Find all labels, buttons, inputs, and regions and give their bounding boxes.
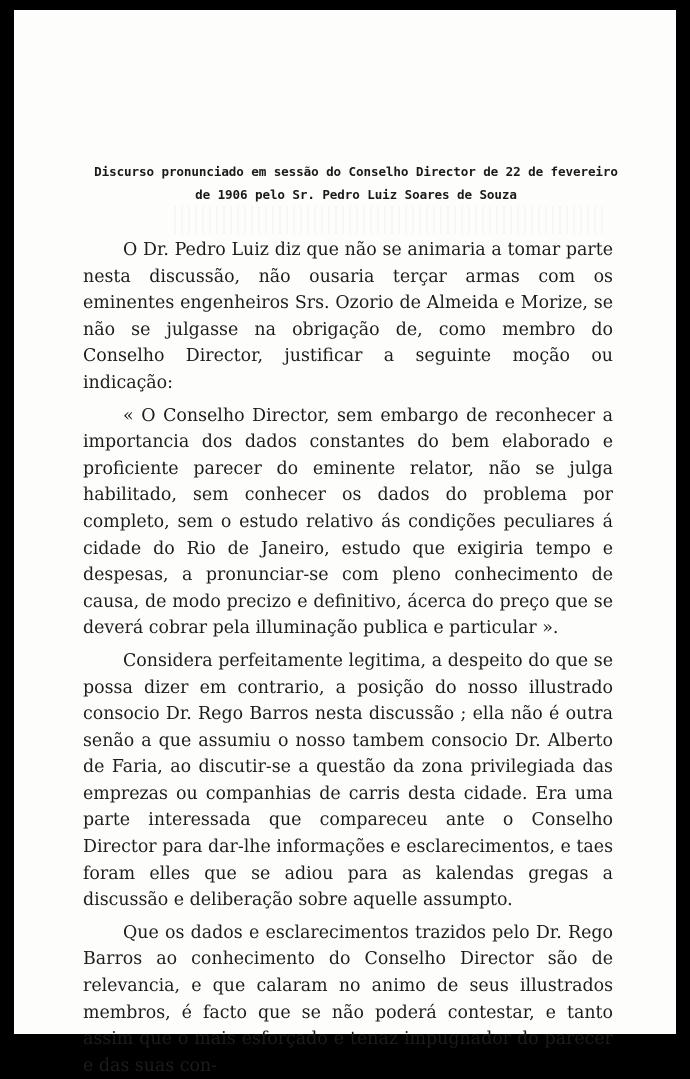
document-page xyxy=(14,10,676,1076)
paragraph-motion: « O Conselho Director, sem embargo de reconhecer a importancia dos dados constantes do bem elaborado e proficiente parecer do eminente relator, não se julga habilitado, sem conhecer os dados do problema por completo, sem o estudo relativo ás condições peculiares á cidade do Rio de Janeiro, estudo que exigiria tempo e despesas, a pronunciar-se com pleno conhecimento de causa, de modo precizo e definitivo, ácerca do preço que se deverá cobrar pela illuminação publica e particular ». xyxy=(83,405,613,639)
paragraph-consideration: Considera perfeitamente legitima, a despeito do que se possa dizer em contrario, a posição do nosso illustrado consocio Dr. Rego Barros nesta discussão ; ella não é outra senão a que assumiu o nosso tambem consocio Dr. Alberto de Faria, ao discutir-se a questão da zona privilegiada das emprezas ou companhias de carris desta cidade. Era uma parte interessada que compareceu ante o Conselho Director para dar-lhe informações e esclarecimentos, e taes foram elles que se adiou para as kalendas gregas a discussão e deliberação sobre aquelle assumpto. xyxy=(83,650,613,911)
heading-line-1: Discurso pronunciado em sessão do Conselho Director de 22 de fevereiro xyxy=(94,164,618,179)
paragraph-intro: O Dr. Pedro Luiz diz que não se animaria a tomar parte nesta discussão, não ousaria terçar armas com os eminentes engenheiros Srs. Ozorio de Almeida e Morize, se não se julgasse na obrigação de, como membro do Conselho Director, justificar a seguinte moção ou indicação: xyxy=(83,240,613,393)
heading-line-2: de 1906 pelo Sr. Pedro Luiz Soares de Souza xyxy=(195,187,517,202)
paragraph-relevance: Que os dados e esclarecimentos trazidos pelo Dr. Rego Barros ao conhecimento do Conselho Director são de relevancia, e que calaram no animo de seus illustrados membros, é facto que se não poderá contestar, e tanto assim que o mais esforçado e tenaz impugnador do parecer e das suas con- xyxy=(83,922,613,1076)
speech-heading xyxy=(76,160,636,206)
scan-smudge xyxy=(174,206,604,234)
speech-body xyxy=(83,237,613,1079)
